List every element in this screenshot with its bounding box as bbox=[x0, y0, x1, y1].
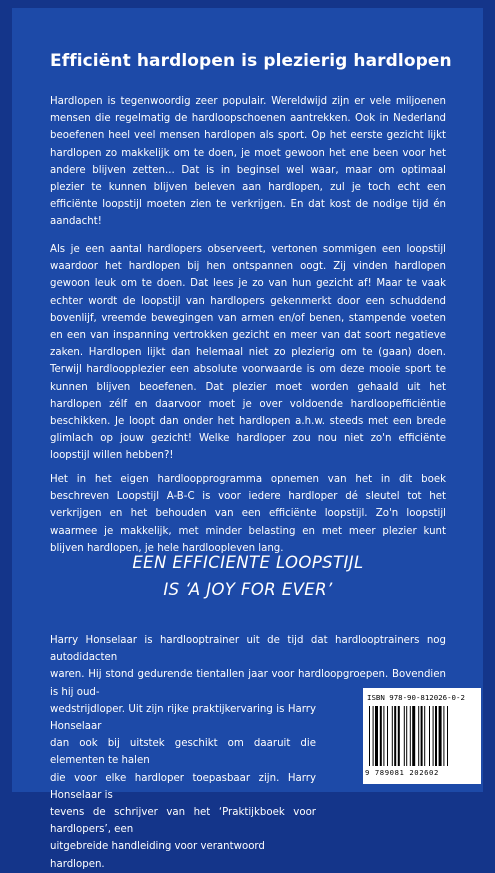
barcode-bar bbox=[421, 706, 423, 766]
barcode-bar bbox=[369, 706, 370, 766]
barcode-bar bbox=[375, 706, 378, 766]
bio-line: tevens de schrijver van het ‘Praktijkboek voor hardlopers’, een bbox=[50, 807, 316, 836]
barcode-bar bbox=[412, 706, 415, 766]
barcode-bar bbox=[373, 706, 374, 766]
barcode-bar bbox=[398, 706, 400, 766]
barcode-bar bbox=[404, 706, 405, 766]
barcode-bar bbox=[447, 706, 448, 766]
barcode-bar bbox=[429, 706, 430, 766]
barcode-bars bbox=[369, 706, 475, 766]
barcode-bar bbox=[439, 706, 442, 766]
isbn-label: ISBN 978-90-812026-0-2 bbox=[367, 693, 465, 702]
bio-line: waren. Hij stond gedurende tientallen jaar voor hardloopgroepen. Bovendien is hij oud- bbox=[50, 669, 446, 698]
cover-heading: Efficiënt hardlopen is plezierig hardlopen bbox=[50, 51, 452, 71]
barcode-bar bbox=[433, 706, 434, 766]
bio-line: Harry Honselaar is hardlooptrainer uit de tijd dat hardlooptrainers nog autodidacten bbox=[50, 635, 446, 664]
slogan-line-2: IS ‘A JOY FOR EVER’ bbox=[163, 580, 333, 599]
slogan-line-1: EEN EFFICIENTE LOOPSTIJL bbox=[132, 553, 364, 572]
conclusion-paragraph: Het in het eigen hardloopprogramma opnemen van het in dit boek beschreven Loopstijl A-B-C is voor iedere hardloper dé sleutel tot het verkrijgen en het behouden van een efficiënte loopstijl. Zo'n loopstijl waarmee je makkelijk, met minder belasting en met meer plezier kunt blijven hardlopen, je hele hardloopleven lang. bbox=[50, 474, 446, 554]
isbn-barcode bbox=[363, 688, 481, 784]
body-paragraph: Als je een aantal hardlopers observeert, vertonen sommigen een loopstijl waardoor het hardlopen bij hen ontspannen oogt. Zij vinden hardlopen gewoon leuk om te doen. Dat lees je zo van hun gezicht af! Maar te vaak echter wordt de loopstijl van hardlopers gekenmerkt door een schuddend bovenlijf, vreemde bewegingen van armen en/of benen, stampende voeten en een van inspanning vertrokken gezicht en meer van dat soort negatieve zaken. Hardlopen lijkt dan helemaal niet zo plezierig om te (gaan) doen. Terwijl hardloopplezier een absolute voorwaarde is om deze mooie sport te kunnen blijven beoefenen. Dat plezier moet worden gehaald uit het hardlopen zélf en daarvoor moet je over voldoende hardloopefficiëntie beschikken. Je loopt dan onder het hardlopen a.h.w. steeds met een brede glimlach op jouw gezicht! Welke hardloper zou nou niet zo'n efficiënte loopstijl willen hebben?! bbox=[50, 244, 446, 462]
barcode-bar bbox=[443, 706, 444, 766]
barcode-bar bbox=[424, 706, 425, 766]
barcode-bar bbox=[418, 706, 419, 766]
barcode-bar bbox=[406, 706, 407, 766]
bio-line: wedstrijdloper. Uit zijn rijke praktijkervaring is Harry Honselaar bbox=[50, 703, 316, 733]
barcode-bar bbox=[383, 706, 384, 766]
intro-paragraph: Hardlopen is tegenwoordig zeer populair. Wereldwijd zijn er vele miljoenen mensen die regelmatig de hardloopschoenen aantrekken. Ook in Nederland beoefenen heel veel mensen hardlopen als sport. Op het eerste gezicht lijkt hardlopen zo makkelijk om te doen, je moet gewoon het ene been voor het andere blijven zetten... Dat is in beginsel wel waar, maar om optimaal plezier te kunnen blijven beleven aan hardlopen, zul je toch echt een efficiënte loopstijl moeten zien te verkrijgen. En dat kost de nodige tijd én aandacht! bbox=[50, 96, 446, 228]
barcode-bar bbox=[387, 706, 388, 766]
barcode-bar bbox=[380, 706, 382, 766]
barcode-bar bbox=[410, 706, 411, 766]
bio-line: die voor elke hardloper toepasbaar zijn. Harry Honselaar is bbox=[50, 772, 316, 801]
barcode-digits: 9 789081 202602 bbox=[365, 768, 439, 777]
barcode-bar bbox=[392, 706, 393, 766]
bio-line: uitgebreide handleiding voor verantwoord hardlopen. bbox=[50, 841, 265, 870]
bio-line: dan ook bij uitstek geschikt om daaruit die elementen te halen bbox=[50, 738, 316, 767]
barcode-bar bbox=[394, 706, 396, 766]
barcode-bar bbox=[435, 706, 437, 766]
